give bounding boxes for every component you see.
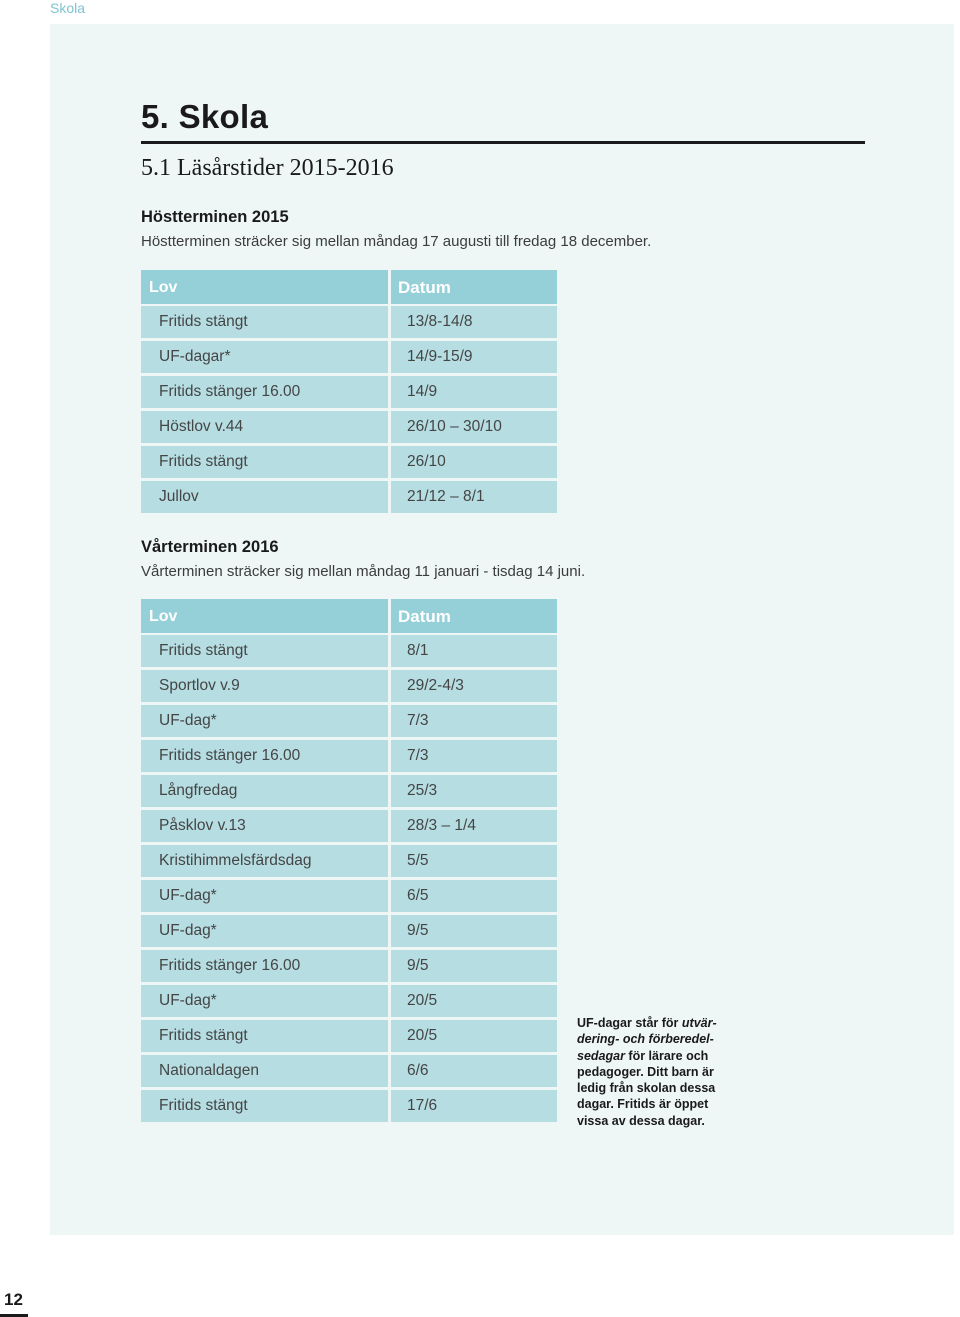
table-row (141, 810, 557, 845)
lov-cell: Fritids stängt (141, 1090, 388, 1122)
datum-cell: 9/5 (391, 915, 557, 947)
table-row (141, 481, 557, 516)
column-header-lov: Lov (141, 599, 388, 633)
footnote-italic-text: utvär-dering- och förberedel-sedagar (577, 1016, 717, 1063)
lov-cell: Påsklov v.13 (141, 810, 388, 842)
table-header-row (141, 270, 557, 306)
title-rule (141, 141, 865, 144)
table-row (141, 740, 557, 775)
spring-term-heading: Vårterminen 2016 (141, 538, 279, 556)
lov-cell: UF-dag* (141, 705, 388, 737)
table-row (141, 341, 557, 376)
column-header-lov: Lov (141, 270, 388, 304)
table-row (141, 880, 557, 915)
table-row (141, 950, 557, 985)
table-row (141, 446, 557, 481)
datum-cell: 14/9-15/9 (391, 341, 557, 373)
page-number: 12 (4, 1290, 23, 1309)
datum-cell: 7/3 (391, 705, 557, 737)
footnote-text-end: för lärare och pedagoger. Ditt barn är ledig från skolan dessa dagar. Fritids är öppet vissa av dessa dagar. (577, 1048, 716, 1128)
datum-cell: 14/9 (391, 376, 557, 408)
autumn-term-heading: Höstterminen 2015 (141, 208, 289, 226)
lov-cell: Fritids stängt (141, 306, 388, 338)
lov-cell: Fritids stänger 16.00 (141, 376, 388, 408)
datum-cell: 13/8-14/8 (391, 306, 557, 338)
datum-cell: 9/5 (391, 950, 557, 982)
lov-cell: Långfredag (141, 775, 388, 807)
table-row (141, 1055, 557, 1090)
datum-cell: 8/1 (391, 635, 557, 667)
table-row (141, 775, 557, 810)
spring-table (141, 599, 557, 1125)
lov-cell: UF-dagar* (141, 341, 388, 373)
lov-cell: UF-dag* (141, 880, 388, 912)
lov-cell: Nationaldagen (141, 1055, 388, 1087)
table-row (141, 985, 557, 1020)
lov-cell: UF-dag* (141, 915, 388, 947)
running-head: Skola (50, 0, 86, 16)
lov-cell: Fritids stängt (141, 635, 388, 667)
chapter-title: 5. Skola (141, 98, 269, 135)
column-header-datum: Datum (391, 599, 557, 633)
autumn-table (141, 270, 557, 516)
datum-cell: 17/6 (391, 1090, 557, 1122)
lov-cell: UF-dag* (141, 985, 388, 1017)
lov-cell: Fritids stängt (141, 1020, 388, 1052)
datum-cell: 7/3 (391, 740, 557, 772)
table-row (141, 376, 557, 411)
datum-cell: 6/6 (391, 1055, 557, 1087)
datum-cell: 26/10 – 30/10 (391, 411, 557, 443)
datum-cell: 26/10 (391, 446, 557, 478)
lov-cell: Sportlov v.9 (141, 670, 388, 702)
table-row (141, 411, 557, 446)
datum-cell: 5/5 (391, 845, 557, 877)
datum-cell: 29/2-4/3 (391, 670, 557, 702)
table-row (141, 1020, 557, 1055)
lov-cell: Jullov (141, 481, 388, 513)
section-title: 5.1 Läsårstider 2015-2016 (141, 155, 394, 181)
lov-cell: Fritids stängt (141, 446, 388, 478)
datum-cell: 28/3 – 1/4 (391, 810, 557, 842)
datum-cell: 21/12 – 8/1 (391, 481, 557, 513)
column-header-datum: Datum (391, 270, 557, 304)
table-row (141, 670, 557, 705)
table-row (141, 1090, 557, 1125)
table-row (141, 915, 557, 950)
datum-cell: 25/3 (391, 775, 557, 807)
datum-cell: 6/5 (391, 880, 557, 912)
table-row (141, 705, 557, 740)
datum-cell: 20/5 (391, 1020, 557, 1052)
table-row (141, 635, 557, 670)
table-row (141, 845, 557, 880)
spring-term-text: Vårterminen sträcker sig mellan måndag 11 januari - tisdag 14 juni. (141, 563, 586, 580)
table-header-row (141, 599, 557, 635)
autumn-term-text: Höstterminen sträcker sig mellan måndag 17 augusti till fredag 18 december. (141, 233, 652, 250)
lov-cell: Fritids stänger 16.00 (141, 740, 388, 772)
lov-cell: Kristihimmelsfärdsdag (141, 845, 388, 877)
footnote-text: UF-dagar står för (577, 1016, 682, 1030)
datum-cell: 20/5 (391, 985, 557, 1017)
lov-cell: Höstlov v.44 (141, 411, 388, 443)
lov-cell: Fritids stänger 16.00 (141, 950, 388, 982)
table-row (141, 306, 557, 341)
footnote (577, 1015, 737, 1129)
